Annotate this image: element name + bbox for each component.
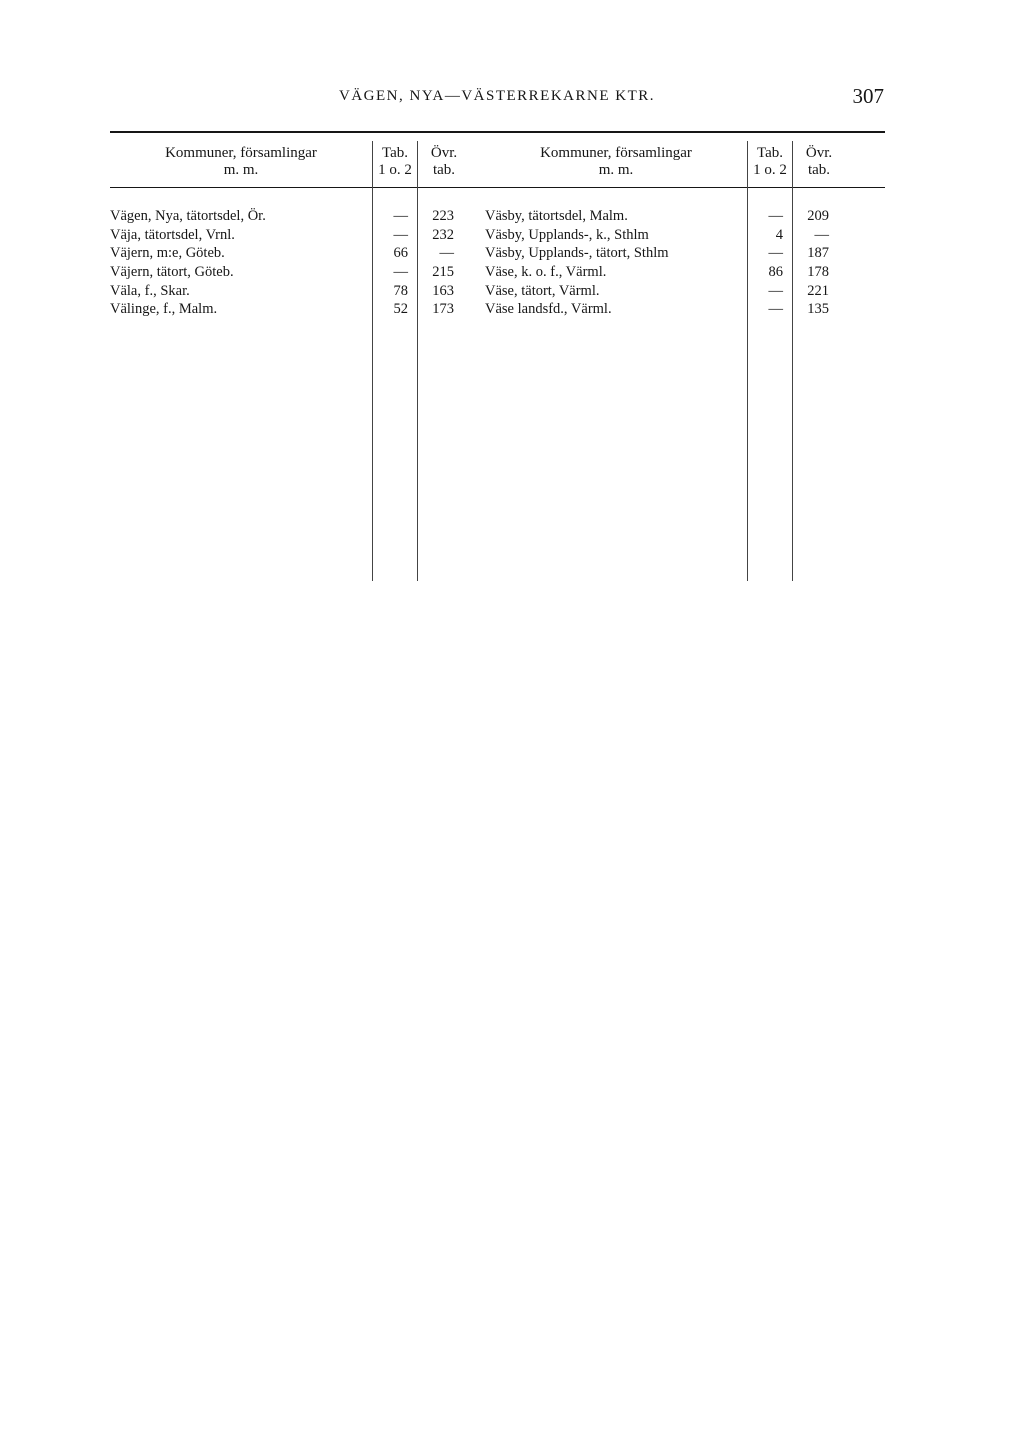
list-item [485, 300, 865, 319]
entry-name: Väsby, Upplands-, tätort, Sthlm [485, 245, 669, 262]
entry-tab-ref: 52 [393, 301, 408, 318]
name-column-header [110, 145, 372, 179]
entry-tab-ref: 66 [393, 245, 408, 262]
left-column [110, 131, 490, 601]
entry-tab-ref: — [393, 226, 408, 243]
list-item [110, 263, 490, 282]
left-column-header [110, 131, 490, 187]
entry-tab-ref: — [768, 245, 783, 262]
entry-name: Välinge, f., Malm. [110, 301, 218, 318]
entry-ovr-ref: 209 [807, 207, 829, 224]
list-item [110, 282, 490, 301]
entry-ovr-ref: 232 [432, 226, 454, 243]
entry-name: Väja, tätortsdel, Vrnl. [110, 226, 235, 243]
entry-tab-ref: 78 [393, 282, 408, 299]
running-title: VÄGEN, NYA—VÄSTERREKARNE KTR. [339, 88, 655, 104]
list-item [110, 207, 490, 226]
left-entry-list [110, 207, 490, 319]
right-entry-list [485, 207, 865, 319]
list-item [110, 226, 490, 245]
entry-ovr-ref: 215 [432, 263, 454, 280]
entry-name: Väse landsfd., Värml. [485, 301, 612, 318]
entry-ovr-ref: 221 [807, 282, 829, 299]
entry-ovr-ref: 223 [432, 207, 454, 224]
entry-tab-ref: — [768, 207, 783, 224]
list-item [110, 300, 490, 319]
name-header-line-1: Kommuner, församlingar [540, 145, 692, 161]
entry-name: Väse, tätort, Värml. [485, 282, 600, 299]
right-column [485, 131, 865, 601]
entry-ovr-ref: 173 [432, 301, 454, 318]
entry-tab-ref: — [393, 263, 408, 280]
list-item [485, 282, 865, 301]
tab-header-line-1: Tab. [381, 145, 409, 161]
list-item [485, 244, 865, 263]
entry-name: Väjern, tätort, Göteb. [110, 263, 234, 280]
list-item [110, 244, 490, 263]
tab-column-header [749, 145, 791, 179]
entry-name: Väse, k. o. f., Värml. [485, 263, 607, 280]
entry-name: Väsby, Upplands-, k., Sthlm [485, 226, 649, 243]
entry-tab-ref: — [768, 282, 783, 299]
ovr-header-line-1: Övr. [805, 145, 833, 161]
entry-name: Vägen, Nya, tätortsdel, Ör. [110, 207, 266, 224]
ovr-column-header [797, 145, 841, 179]
name-column-header [485, 145, 747, 179]
entry-ovr-ref: — [439, 245, 454, 262]
page-header [110, 84, 884, 118]
list-item [485, 263, 865, 282]
entry-tab-ref: 86 [768, 263, 783, 280]
entry-tab-ref: — [768, 301, 783, 318]
right-column-header [485, 131, 865, 187]
list-item [485, 207, 865, 226]
tab-header-line-2: 1 o. 2 [378, 162, 412, 178]
ovr-header-line-2: tab. [807, 162, 831, 178]
entry-ovr-ref: 163 [432, 282, 454, 299]
entry-tab-ref: — [393, 207, 408, 224]
ovr-column-header [422, 145, 466, 179]
name-header-line-2: m. m. [223, 162, 259, 178]
tab-header-line-1: Tab. [756, 145, 784, 161]
entry-ovr-ref: 178 [807, 263, 829, 280]
entry-ovr-ref: 187 [807, 245, 829, 262]
entry-ovr-ref: — [814, 226, 829, 243]
entry-name: Väjern, m:e, Göteb. [110, 245, 225, 262]
page-number: 307 [852, 84, 884, 108]
name-header-line-2: m. m. [598, 162, 634, 178]
ovr-header-line-1: Övr. [430, 145, 458, 161]
entry-tab-ref: 4 [775, 226, 783, 243]
tab-column-header [374, 145, 416, 179]
list-item [485, 226, 865, 245]
name-header-line-1: Kommuner, församlingar [165, 145, 317, 161]
entry-name: Väsby, tätortsdel, Malm. [485, 207, 628, 224]
entry-ovr-ref: 135 [807, 301, 829, 318]
tab-header-line-2: 1 o. 2 [753, 162, 787, 178]
entry-name: Väla, f., Skar. [110, 282, 190, 299]
ovr-header-line-2: tab. [432, 162, 456, 178]
